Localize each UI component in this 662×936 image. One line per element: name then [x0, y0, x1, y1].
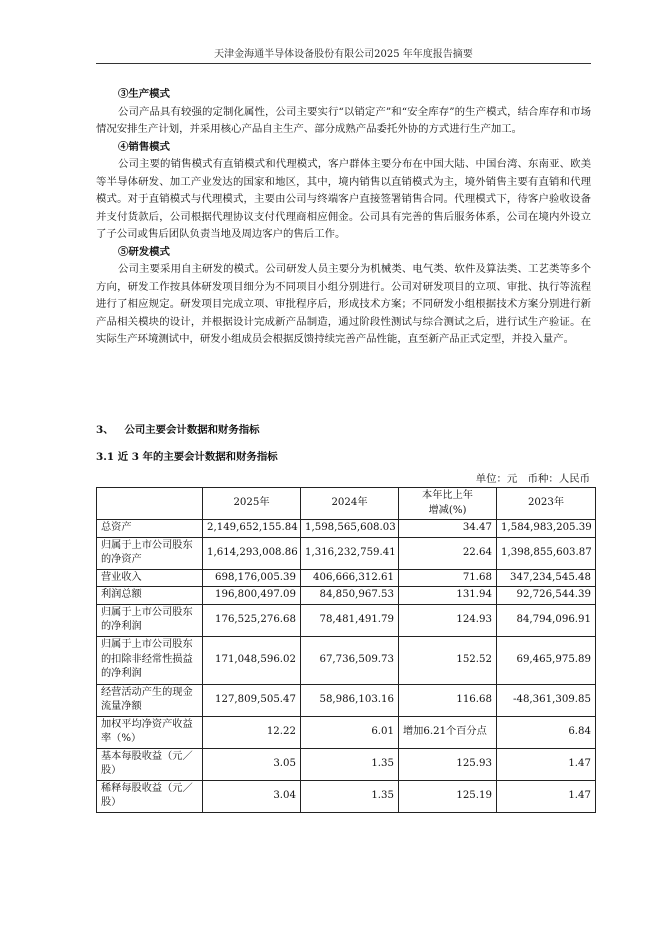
production-mode-heading: ③生产模式	[118, 88, 170, 100]
value-cell: -48,361,309.85	[497, 684, 596, 716]
value-cell: 1.47	[497, 780, 596, 812]
table-row	[97, 748, 596, 780]
value-cell: 125.93	[399, 748, 497, 780]
section-3-title: 公司主要会计数据和财务指标	[124, 424, 260, 436]
value-cell: 58,986,103.16	[301, 684, 399, 716]
row-label-cell: 经营活动产生的现金流量净额	[97, 684, 203, 716]
header-cell: 本年比上年 增减(%)	[399, 488, 497, 520]
table-row	[97, 684, 596, 716]
value-cell: 131.94	[399, 587, 497, 605]
table-row	[97, 520, 596, 538]
value-cell: 127,809,505.47	[203, 684, 301, 716]
table-row	[97, 780, 596, 812]
value-cell: 1,584,983,205.39	[497, 520, 596, 538]
row-label-cell: 利润总额	[97, 587, 203, 605]
value-cell: 69,465,975.89	[497, 636, 596, 684]
value-cell: 2,149,652,155.84	[203, 520, 301, 538]
value-cell: 1.47	[497, 748, 596, 780]
rd-mode-heading: ⑤研发模式	[118, 245, 170, 258]
value-cell: 152.52	[399, 636, 497, 684]
table-row	[97, 569, 596, 587]
financial-data-table	[96, 487, 596, 813]
value-cell: 1,598,565,608.03	[301, 520, 399, 538]
table-header-row	[97, 488, 596, 520]
rd-mode-text: 公司主要采用自主研发的模式。公司研发人员主要分为机械类、电气类、软件及算法类、工艺类等多个方向，研发工作按具体研发项目细分为不同项目小组分别进行。公司对研发项目的立项、审批、执行等流程进行了相应规定。研发项目完成立项、审批程序后，形成技术方案；不同研发小组根据技术方案分别进行新产品相关模块的设计，并根据设计完成新产品制造，通过阶段性测试与综合测试之后，进行试生产验证。在实际生产环境测试中，研发小组成员会根据反馈持续完善产品性能，直至新产品正式定型，并投入量产。	[96, 263, 591, 345]
table-row	[97, 587, 596, 605]
row-label-cell: 归属于上市公司股东的扣除非经常性损益的净利润	[97, 636, 203, 684]
row-label-cell: 归属于上市公司股东的净利润	[97, 604, 203, 636]
sales-mode-text: 公司主要的销售模式有直销模式和代理模式，客户群体主要分布在中国大陆、中国台湾、东南亚、欧美等半导体研发、加工产业发达的国家和地区，其中，境内销售以直销模式为主，境外销售主要有直销和代理模式。对于直销模式与代理模式，主要由公司与终端客户直接签署销售合同。代理模式下，待客户验收设备并支付货款后，公司根据代理协议支付代理商相应佣金。公司具有完善的售后服务体系，公司在境内外设立了子公司或售后团队负责当地及周边客户的售后工作。	[96, 158, 591, 240]
row-label-cell: 营业收入	[97, 569, 203, 587]
value-cell: 171,048,596.02	[203, 636, 301, 684]
section-3-heading	[96, 421, 260, 436]
header-divider	[96, 63, 591, 64]
row-label-cell: 总资产	[97, 520, 203, 538]
value-cell: 176,525,276.68	[203, 604, 301, 636]
table-row	[97, 716, 596, 748]
business-modes	[96, 86, 591, 349]
row-label-cell: 归属于上市公司股东的净资产	[97, 537, 203, 569]
value-cell: 92,726,544.39	[497, 587, 596, 605]
value-cell: 3.04	[203, 780, 301, 812]
page-header: 天津金海通半导体设备股份有限公司2025 年年度报告摘要	[214, 49, 473, 60]
value-cell: 6.84	[497, 716, 596, 748]
value-cell: 116.68	[399, 684, 497, 716]
row-label-cell: 加权平均净资产收益率（%）	[97, 716, 203, 748]
value-cell: 1,316,232,759.41	[301, 537, 399, 569]
value-cell: 84,794,096.91	[497, 604, 596, 636]
header-cell	[97, 488, 203, 520]
value-cell: 67,736,509.73	[301, 636, 399, 684]
sales-mode-heading: ④销售模式	[118, 140, 170, 153]
table-row	[97, 636, 596, 684]
value-cell: 71.68	[399, 569, 497, 587]
value-cell: 196,800,497.09	[203, 587, 301, 605]
row-label-cell: 基本每股收益（元／股）	[97, 748, 203, 780]
header-cell: 2024年	[301, 488, 399, 520]
header-cell: 2023年	[497, 488, 596, 520]
value-cell: 3.05	[203, 748, 301, 780]
header-cell: 2025年	[203, 488, 301, 520]
value-cell: 124.93	[399, 604, 497, 636]
value-cell: 1,398,855,603.87	[497, 537, 596, 569]
value-cell: 1.35	[301, 748, 399, 780]
section-3-1-heading: 3.1 近 3 年的主要会计数据和财务指标	[96, 451, 278, 463]
section-3-number: 3、	[96, 424, 114, 436]
value-cell: 22.64	[399, 537, 497, 569]
value-cell: 12.22	[203, 716, 301, 748]
row-label-cell: 稀释每股收益（元／股）	[97, 780, 203, 812]
value-cell: 1,614,293,008.86	[203, 537, 301, 569]
value-cell: 125.19	[399, 780, 497, 812]
table-row	[97, 537, 596, 569]
value-cell: 1.35	[301, 780, 399, 812]
unit-currency-line: 单位：元 币种：人民币	[475, 473, 590, 485]
value-cell: 增加6.21个百分点	[399, 716, 497, 748]
table-row	[97, 604, 596, 636]
value-cell: 6.01	[301, 716, 399, 748]
value-cell: 698,176,005.39	[203, 569, 301, 587]
production-mode-text: 公司产品具有较强的定制化属性，公司主要实行“以销定产”和“安全库存”的生产模式，结合库存和市场情况安排生产计划，并采用核心产品自主生产、部分成熟产品委托外协的方式进行生产加工。	[96, 105, 591, 135]
value-cell: 34.47	[399, 520, 497, 538]
value-cell: 78,481,491.79	[301, 604, 399, 636]
value-cell: 84,850,967.53	[301, 587, 399, 605]
value-cell: 406,666,312.61	[301, 569, 399, 587]
value-cell: 347,234,545.48	[497, 569, 596, 587]
